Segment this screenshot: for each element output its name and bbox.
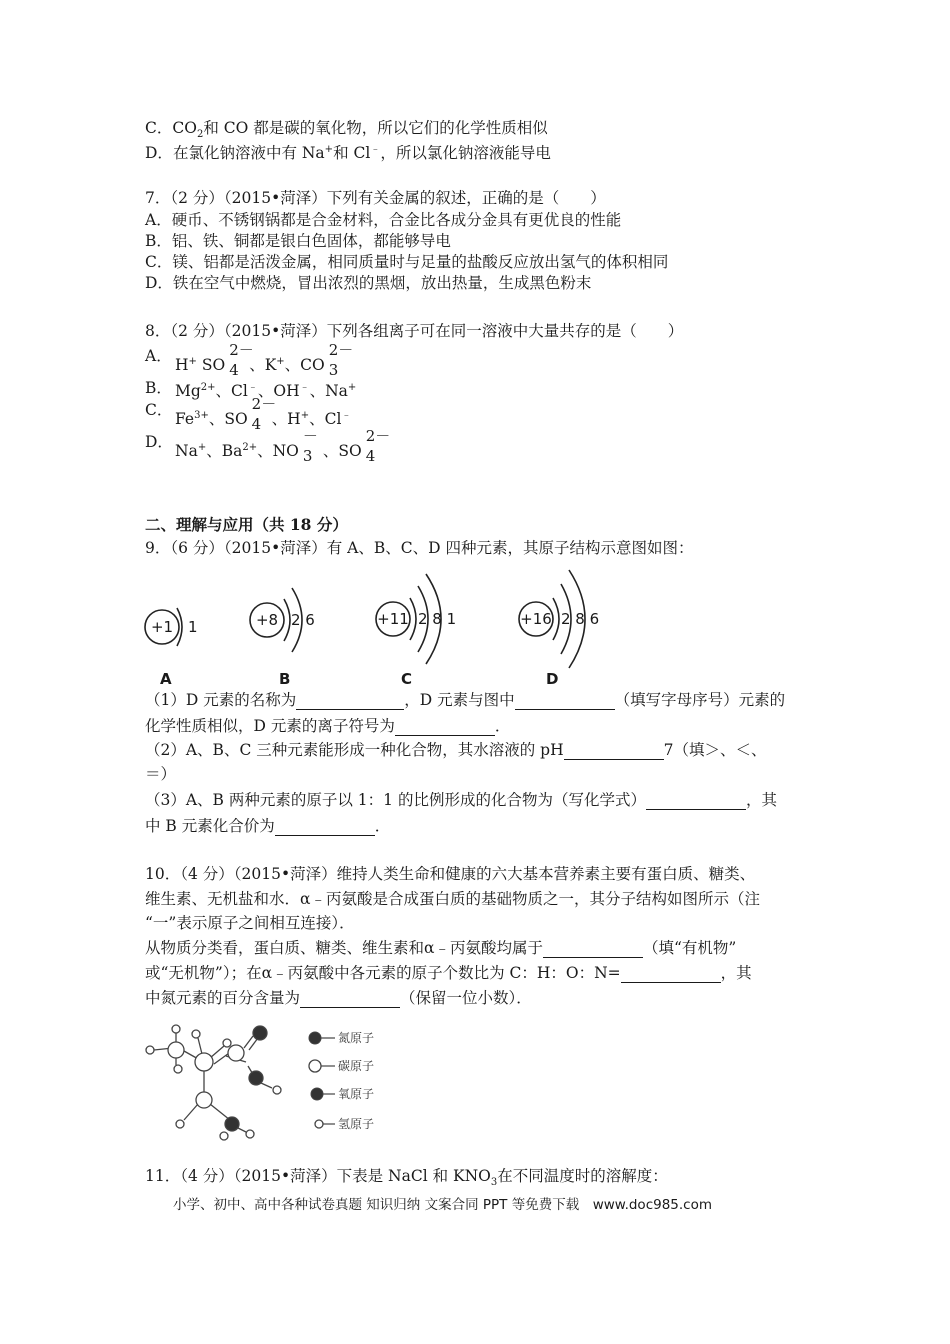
q9-blank-similar-element[interactable]	[515, 693, 615, 710]
q7-option-d: D．铁在空气中燃烧，冒出浓烈的黑烟，放出热量，生成黑色粉末	[145, 274, 592, 292]
q10-blank-percentage[interactable]	[300, 991, 400, 1008]
q10-blank-classification[interactable]	[543, 941, 643, 958]
q6-option-d: D．在氯化钠溶液中有 Na+和 Cl﹣，所以氯化钠溶液能导电	[145, 144, 551, 163]
q7-option-c: C．镁、铝都是活泼金属，相同质量时与足量的盐酸反应放出氢气的体积相同	[145, 253, 669, 271]
page-footer: 小学、初中、高中各种试卷真题 知识归纳 文案合同 PPT 等免费下载 www.doc985.com	[173, 1197, 713, 1213]
section-title: 二、理解与应用（共 18 分）	[145, 515, 348, 534]
q7-option-b: B．铝、铁、铜都是银白色固体，都能够导电	[145, 232, 451, 250]
q10-line1: 10．（4 分）（2015•菏泽）维持人类生命和健康的六大基本营养素主要有蛋白质、糖类、	[145, 865, 756, 883]
q7-stem: 7．（2 分）（2015•菏泽）下列有关金属的叙述，正确的是（ ）	[145, 189, 606, 207]
q8-stem: 8．（2 分）（2015•菏泽）下列各组离子可在同一溶液中大量共存的是（ ）	[145, 322, 684, 340]
q9-part3-line2: 中 B 元素化合价为 ．	[145, 817, 391, 835]
carbon-atom	[228, 1045, 244, 1061]
carbon-atom	[195, 1053, 213, 1071]
atom-b-shell-1	[284, 599, 290, 641]
q9-part2-line1: （2）A、B、C 三种元素能形成一种化合物，其水溶液的 pH 7（填＞、＜、	[145, 741, 767, 759]
q9-part1-line2: 化学性质相似，D 元素的离子符号为 ．	[145, 717, 511, 735]
atom-d-shell-1	[553, 598, 559, 640]
legend-oxygen: 氧原子	[338, 1087, 375, 1101]
nitrogen-atom	[225, 1117, 239, 1131]
q10-line6: 中氮元素的百分含量为 （保留一位小数）．	[145, 989, 532, 1007]
atom-d-electrons: 2 8 6	[561, 610, 600, 628]
atom-a-electrons: 1	[188, 618, 198, 636]
q10-line4: 从物质分类看，蛋白质、糖类、维生素和α﹣丙氨酸均属于 （填“有机物”	[145, 939, 737, 957]
carbon-atom	[168, 1042, 184, 1058]
q10-line2: 维生素、无机盐和水．α﹣丙氨酸是合成蛋白质的基础物质之一，其分子结构如图所示（注	[145, 890, 760, 908]
atom-c-shell-1	[410, 598, 416, 640]
q10-line3: “一”表示原子之间相互连接）．	[145, 914, 355, 932]
q9-blank-valence[interactable]	[275, 819, 375, 836]
q6-option-c: C．$CO_2$和 CO 都是碳的氧化物，所以它们的化学性质相似	[145, 119, 548, 141]
legend-nitrogen: 氮原子	[338, 1031, 375, 1045]
q9-part2-line2: ＝）	[145, 765, 177, 783]
q7-option-a: A．硬币、不锈钢锅都是合金材料，合金比各成分金具有更优良的性能	[145, 211, 622, 229]
alanine-molecule-diagram	[140, 1020, 400, 1150]
q9-blank-ion-symbol[interactable]	[395, 719, 495, 736]
atom-b-label: B	[279, 670, 291, 688]
molecule-legend	[309, 1031, 374, 1131]
atom-c-nucleus-label: +11	[377, 610, 409, 628]
oxygen-atom	[249, 1071, 263, 1085]
q9-blank-d-name[interactable]	[296, 693, 404, 710]
legend-hydrogen: 氢原子	[338, 1117, 375, 1131]
q10-blank-atom-ratio[interactable]	[621, 966, 721, 983]
q9-stem: 9．（6 分）（2015•菏泽）有 A、B、C、D 四种元素，其原子结构示意图如图：	[145, 539, 694, 557]
atom-b-electrons: 2 6	[291, 611, 315, 629]
atom-c-electrons: 2 8 1	[418, 610, 457, 628]
carbon-atom	[196, 1092, 212, 1108]
q9-part1-line1: （1）D 元素的名称为 ，D 元素与图中 （填写字母序号）元素的	[145, 691, 786, 709]
atomic-structure-diagram	[140, 560, 620, 690]
legend-carbon: 碳原子	[338, 1059, 375, 1073]
q10-line5: 或“无机物”）；在α﹣丙氨酸中各元素的原子个数比为 C：H：O：N= ，其	[145, 964, 752, 982]
atom-b-nucleus-label: +8	[255, 611, 279, 629]
q9-blank-formula[interactable]	[646, 793, 746, 810]
atom-d-label: D	[546, 670, 559, 688]
q11-stem: 11．（4 分）（2015•菏泽）下表是 NaCl 和 $KNO_3$在不同温度时的溶解度：	[145, 1167, 668, 1189]
atom-c-label: C	[401, 670, 413, 688]
atom-a-label: A	[160, 670, 172, 688]
atom-d-nucleus-label: +16	[520, 610, 552, 628]
oxygen-atom	[253, 1026, 267, 1040]
atom-a-nucleus-label: +1	[150, 618, 174, 636]
q9-blank-ph[interactable]	[564, 743, 664, 760]
q9-part3-line1: （3）A、B 两种元素的原子以 1：1 的比例形成的化合物为（写化学式） ，其	[145, 791, 777, 809]
